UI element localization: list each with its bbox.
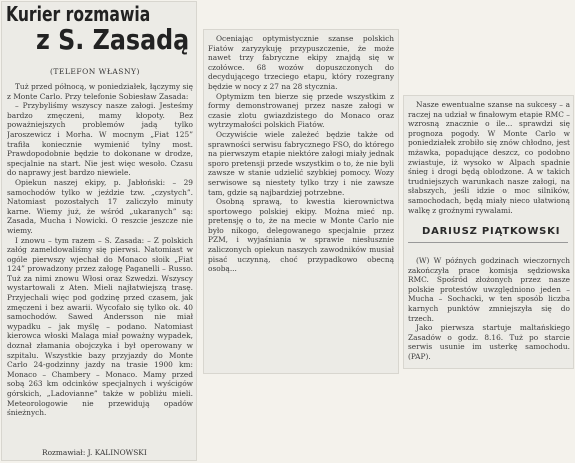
paragraph: Opiekun naszej ekipy, p. Jabłoński: – 29 samochodów tylko w jeździe tzw. „czystych”. Natomiast pozostałych 17 zaliczyło minuty karne. Wiemy już, że wśród „ukaranych” są: Zasada, Mucha i Nowicki. O reszcie jeszcze nie wiemy. (7, 177, 193, 235)
paragraph: Jako pierwsza startuje maltańskiego Zasadów o godz. 8.16. Tuż po starcie serwis usunie im usterkę samochodu. (PAP). (408, 323, 570, 361)
left-article-column (2, 2, 196, 460)
paragraph: – Przybyliśmy wszyscy nasze załogi. Jesteśmy bardzo zmęczeni, mamy kłopoty. Bez poważniejszych problemów jadą tylko Jaroszewicz i Morha. W mocnym „Fiat 125” trafiła koniecznie wymienić tylny most. Prawdopodobnie będzie to dokonane w drodze, specjalnie na start. Nie jest więc wesoło. Czasu do naprawy jest bardzo niewiele. (7, 101, 193, 178)
middle-article-body (208, 34, 394, 370)
paragraph: Oczywiście wiele zależeć będzie także od sprawności serwisu fabrycznego FSO, do którego na pierwszym etapie niektóre załogi miały jednak sporo pretensji przede wszystkim o to, że nie byli zawsze w stanie udzielić szybkiej pomocy. Wozy serwisowe są niestety tylko trzy i nie zawsze tam, gdzie są najbardziej potrzebne. (208, 129, 394, 197)
right-article-body (408, 100, 570, 224)
paragraph: Nasze ewentualne szanse na sukcesy – a raczej na udział w finałowym etapie RMC – wzrosną znacznie o ile... sprawdzi się prognoza pogody. W Monte Carlo w poniedziałek zrobiło się znów chłodno, jest mżawka, popadujące deszcz, co podobno zwiastuje, iż wysoko w Alpach spadnie śnieg i drogi będą oblodzone. A w takich trudniejszych warunkach nasze załogi, na słabszych, jeśli idzie o moc silników, samochodach, będą miały nieco ułatwioną walkę z groźnymi rywalami. (408, 100, 570, 215)
author-name: DARIUSZ PIĄTKOWSKI (422, 226, 561, 237)
left-article-body (7, 82, 193, 442)
paragraph: I znowu – tym razem – S. Zasada: – Z polskich załóg zameldowaliśmy się pierwsi. Natomiast w ogóle pierwszy wjechał do Monaco słoik „Fiat 124” prowadzony przez załogę Paganelli – Russo. Tuż za nimi znowu Włosi oraz Szwedzi. Wszyscy wystartowali z Aten. Mieli najłatwiejszą trasę. Przyjechali więc pod godzinę przed czasem, jak zmęczeni i bez awarii. Wycofało się tylko ok. 40 samochodów. Sawed Andersson nie miał wypadku – jak myślę – podano. Natomiast kierowca włoski Malaga miał poważny wypadek, doznał złamania obojczyka i był operowany w szpitalu. Wszystkie bazy przyjazdy do Monte Carlo 24-godzinny jazdy na trasie 1900 km: Monaco – Chambery – Monaco. Mamy przed sobą 263 km odcinków specjalnych i wyścigów górskich, „Ladovianne” także w pobliżu mieli. Meteorologowie nie przewidują opadów śnieżnych. (7, 235, 193, 418)
paragraph: Oceniając optymistycznie szanse polskich Fiatów zaryzykuję przypuszczenie, że może nawet trzy fabryczne ekipy znajdą się w czołówce. 68 wozów dopuszczonych do decydującego trzeciego etapu, który rozegrany będzie w nocy z 27 na 28 stycznia. (208, 34, 394, 91)
byline: Rozmawiał: J. KALINOWSKI (42, 448, 147, 457)
paragraph: Tuż przed północą, w poniedziałek, łączymy się z Monte Carlo. Przy telefonie Sobiesław Zasada: (7, 82, 193, 101)
paragraph: Osobną sprawą, to kwestia kierownictwa sportowego polskiej ekipy. Można mieć np. pretensję o to, że na mecie w Monte Carlo nie było nikogo, delegowanego specjalnie przez PZM, i wyjaśniania w sprawie niesłusznie zaliczonych opiekun naszych zawodników musiał pisać uczynną, choć przypadkowo obecną osobą... (208, 197, 394, 274)
divider (408, 242, 568, 243)
headline-line-2: z S. Zasadą (36, 23, 190, 56)
paragraph: Optymizm ten bierze się przede wszystkim z formy demonstrowanej przez nasze załogi w czasie zlotu gwiazdzistego do Monaco oraz wytrzymałości polskich Fiatów. (208, 91, 394, 130)
dateline: (TELEFON WŁASNY) (50, 67, 140, 76)
headline-line-1: Kurier rozmawia (6, 2, 151, 26)
paragraph: (W) W późnych godzinach wieczornych zakończyła prace komisja sędziowska RMC. Spośród złożonych przez nasze polskie protestów uwzględniono jeden – Mucha – Sochacki, w ten sposób liczba karnych punktów zmniejszyła się do trzech. (408, 256, 570, 323)
middle-article-column (204, 30, 398, 373)
right-article-column (404, 96, 573, 368)
right-news-note (408, 256, 570, 366)
